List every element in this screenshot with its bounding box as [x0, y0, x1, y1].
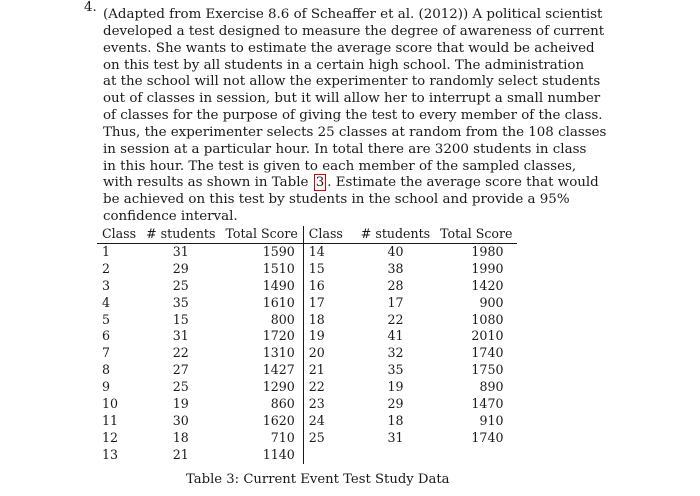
cell-total-score: 860 [270, 396, 295, 412]
header-total-score-2: Total Score [435, 226, 517, 243]
cell-total-score-2: 900 [479, 294, 504, 310]
cell-students-2: 38 [387, 260, 404, 276]
problem-number: 4. [84, 0, 97, 15]
cell-students-2: 40 [387, 243, 404, 259]
table-row [97, 362, 517, 379]
cell-class-2: 24 [303, 413, 356, 430]
cell-total-score: 1140 [262, 446, 295, 462]
problem-line: be achieved on this test by students in the school and provide a 95% [103, 192, 570, 208]
cell-students: 31 [172, 328, 189, 344]
cell-total-score: 1590 [262, 243, 295, 259]
cell-students: 27 [172, 362, 189, 378]
cell-students-2: 19 [387, 379, 404, 395]
cell-class: 5 [102, 311, 111, 327]
table-row [97, 295, 517, 312]
problem-line: in session at a particular hour. In total there are 3200 students in class [103, 141, 587, 157]
cell-students: 31 [172, 243, 189, 259]
cell-class: 9 [102, 379, 111, 395]
cell-students-2 [356, 447, 435, 464]
problem-line: confidence interval. [103, 209, 238, 225]
table-row [97, 413, 517, 430]
problem-line-part: with results as shown in Table [103, 175, 309, 191]
cell-total-score: 800 [270, 311, 295, 327]
cell-students: 25 [172, 277, 189, 293]
cell-total-score: 1610 [262, 294, 295, 310]
cell-students: 21 [172, 446, 189, 462]
cell-class-2: 18 [303, 312, 356, 329]
problem-line: on this test by all students in a certain high school. The administration [103, 57, 585, 73]
cell-students: 22 [172, 345, 189, 361]
cell-students-2: 18 [387, 412, 404, 428]
table-row [97, 278, 517, 295]
cell-students-2: 29 [387, 396, 404, 412]
table-row [97, 396, 517, 413]
header-students: # students [141, 226, 220, 243]
header-class: Class [97, 226, 141, 243]
problem-line: (Adapted from Exercise 8.6 of Scheaffer et al. (2012)) A political scientist [103, 7, 603, 22]
table-row [97, 328, 517, 345]
cell-total-score: 1427 [262, 362, 295, 378]
table-caption: Table 3: Current Event Test Study Data [186, 472, 450, 487]
cell-class: 13 [102, 446, 119, 462]
table-reference-link[interactable]: 3 [315, 175, 325, 191]
cell-class: 10 [102, 396, 119, 412]
problem-text [84, 0, 607, 226]
problem-line: developed a test designed to measure the degree of awareness of current [103, 23, 605, 39]
problem-line: Thus, the experimenter selects 25 classes at random from the 108 classes [103, 124, 607, 140]
cell-students: 25 [172, 379, 189, 395]
cell-total-score: 1620 [262, 412, 295, 428]
cell-total-score-2: 1470 [471, 396, 504, 412]
cell-class-2: 23 [303, 396, 356, 413]
cell-total-score-2: 1740 [471, 345, 504, 361]
table-row [97, 243, 517, 260]
problem-line-with-ref [103, 175, 599, 192]
cell-class-2 [303, 447, 356, 464]
cell-students-2: 31 [387, 429, 404, 445]
table-row [97, 379, 517, 396]
cell-total-score: 1720 [262, 328, 295, 344]
header-class-2: Class [303, 226, 356, 243]
cell-class: 2 [102, 260, 111, 276]
cell-class-2: 20 [303, 345, 356, 362]
cell-class-2: 17 [303, 295, 356, 312]
cell-total-score: 1310 [262, 345, 295, 361]
cell-total-score-2 [435, 447, 517, 464]
cell-total-score-2: 1420 [471, 277, 504, 293]
cell-class-2: 21 [303, 362, 356, 379]
header-total-score: Total Score [220, 226, 303, 243]
cell-class-2: 14 [303, 243, 356, 260]
cell-students-2: 28 [387, 277, 404, 293]
cell-class: 1 [102, 243, 111, 259]
cell-total-score-2: 1990 [471, 260, 504, 276]
cell-total-score: 710 [270, 429, 295, 445]
cell-students-2: 35 [387, 362, 404, 378]
cell-class: 3 [102, 277, 111, 293]
cell-total-score-2: 1980 [471, 243, 504, 259]
problem-line-part: . Estimate the average score that would [327, 175, 599, 191]
header-students-2: # students [356, 226, 435, 243]
cell-class: 4 [102, 294, 111, 310]
cell-students: 35 [172, 294, 189, 310]
problem-line: events. She wants to estimate the average score that would be acheived [103, 40, 595, 56]
cell-total-score-2: 2010 [471, 328, 504, 344]
cell-class: 11 [102, 412, 119, 428]
problem-line: out of classes in session, but it will allow her to interrupt a small number [103, 91, 601, 107]
cell-class: 6 [102, 328, 111, 344]
cell-total-score-2: 890 [479, 379, 504, 395]
cell-total-score: 1290 [262, 379, 295, 395]
table-row [97, 430, 517, 447]
cell-students: 30 [172, 412, 189, 428]
table-row [97, 447, 517, 464]
cell-students-2: 22 [387, 311, 404, 327]
cell-total-score-2: 1750 [471, 362, 504, 378]
cell-total-score: 1510 [262, 260, 295, 276]
problem-line: of classes for the purpose of giving the test to every member of the class. [103, 108, 603, 124]
cell-class: 12 [102, 429, 119, 445]
cell-students-2: 17 [387, 294, 404, 310]
cell-total-score-2: 910 [479, 412, 504, 428]
table-row [97, 312, 517, 329]
data-table [97, 226, 517, 464]
cell-class-2: 25 [303, 430, 356, 447]
cell-total-score: 1490 [262, 277, 295, 293]
cell-students-2: 41 [387, 328, 404, 344]
cell-class: 8 [102, 362, 111, 378]
cell-students-2: 32 [387, 345, 404, 361]
table-row [97, 261, 517, 278]
cell-total-score-2: 1740 [471, 429, 504, 445]
cell-students: 29 [172, 260, 189, 276]
cell-students: 18 [172, 429, 189, 445]
cell-class-2: 22 [303, 379, 356, 396]
cell-class-2: 15 [303, 261, 356, 278]
cell-class-2: 19 [303, 328, 356, 345]
cell-class-2: 16 [303, 278, 356, 295]
table-header-row [97, 226, 517, 243]
cell-students: 19 [172, 396, 189, 412]
problem-line: at the school will not allow the experimenter to randomly select students [103, 74, 601, 90]
cell-total-score-2: 1080 [471, 311, 504, 327]
table-row [97, 345, 517, 362]
cell-students: 15 [172, 311, 189, 327]
cell-class: 7 [102, 345, 111, 361]
problem-line: in this hour. The test is given to each member of the sampled classes, [103, 158, 577, 174]
